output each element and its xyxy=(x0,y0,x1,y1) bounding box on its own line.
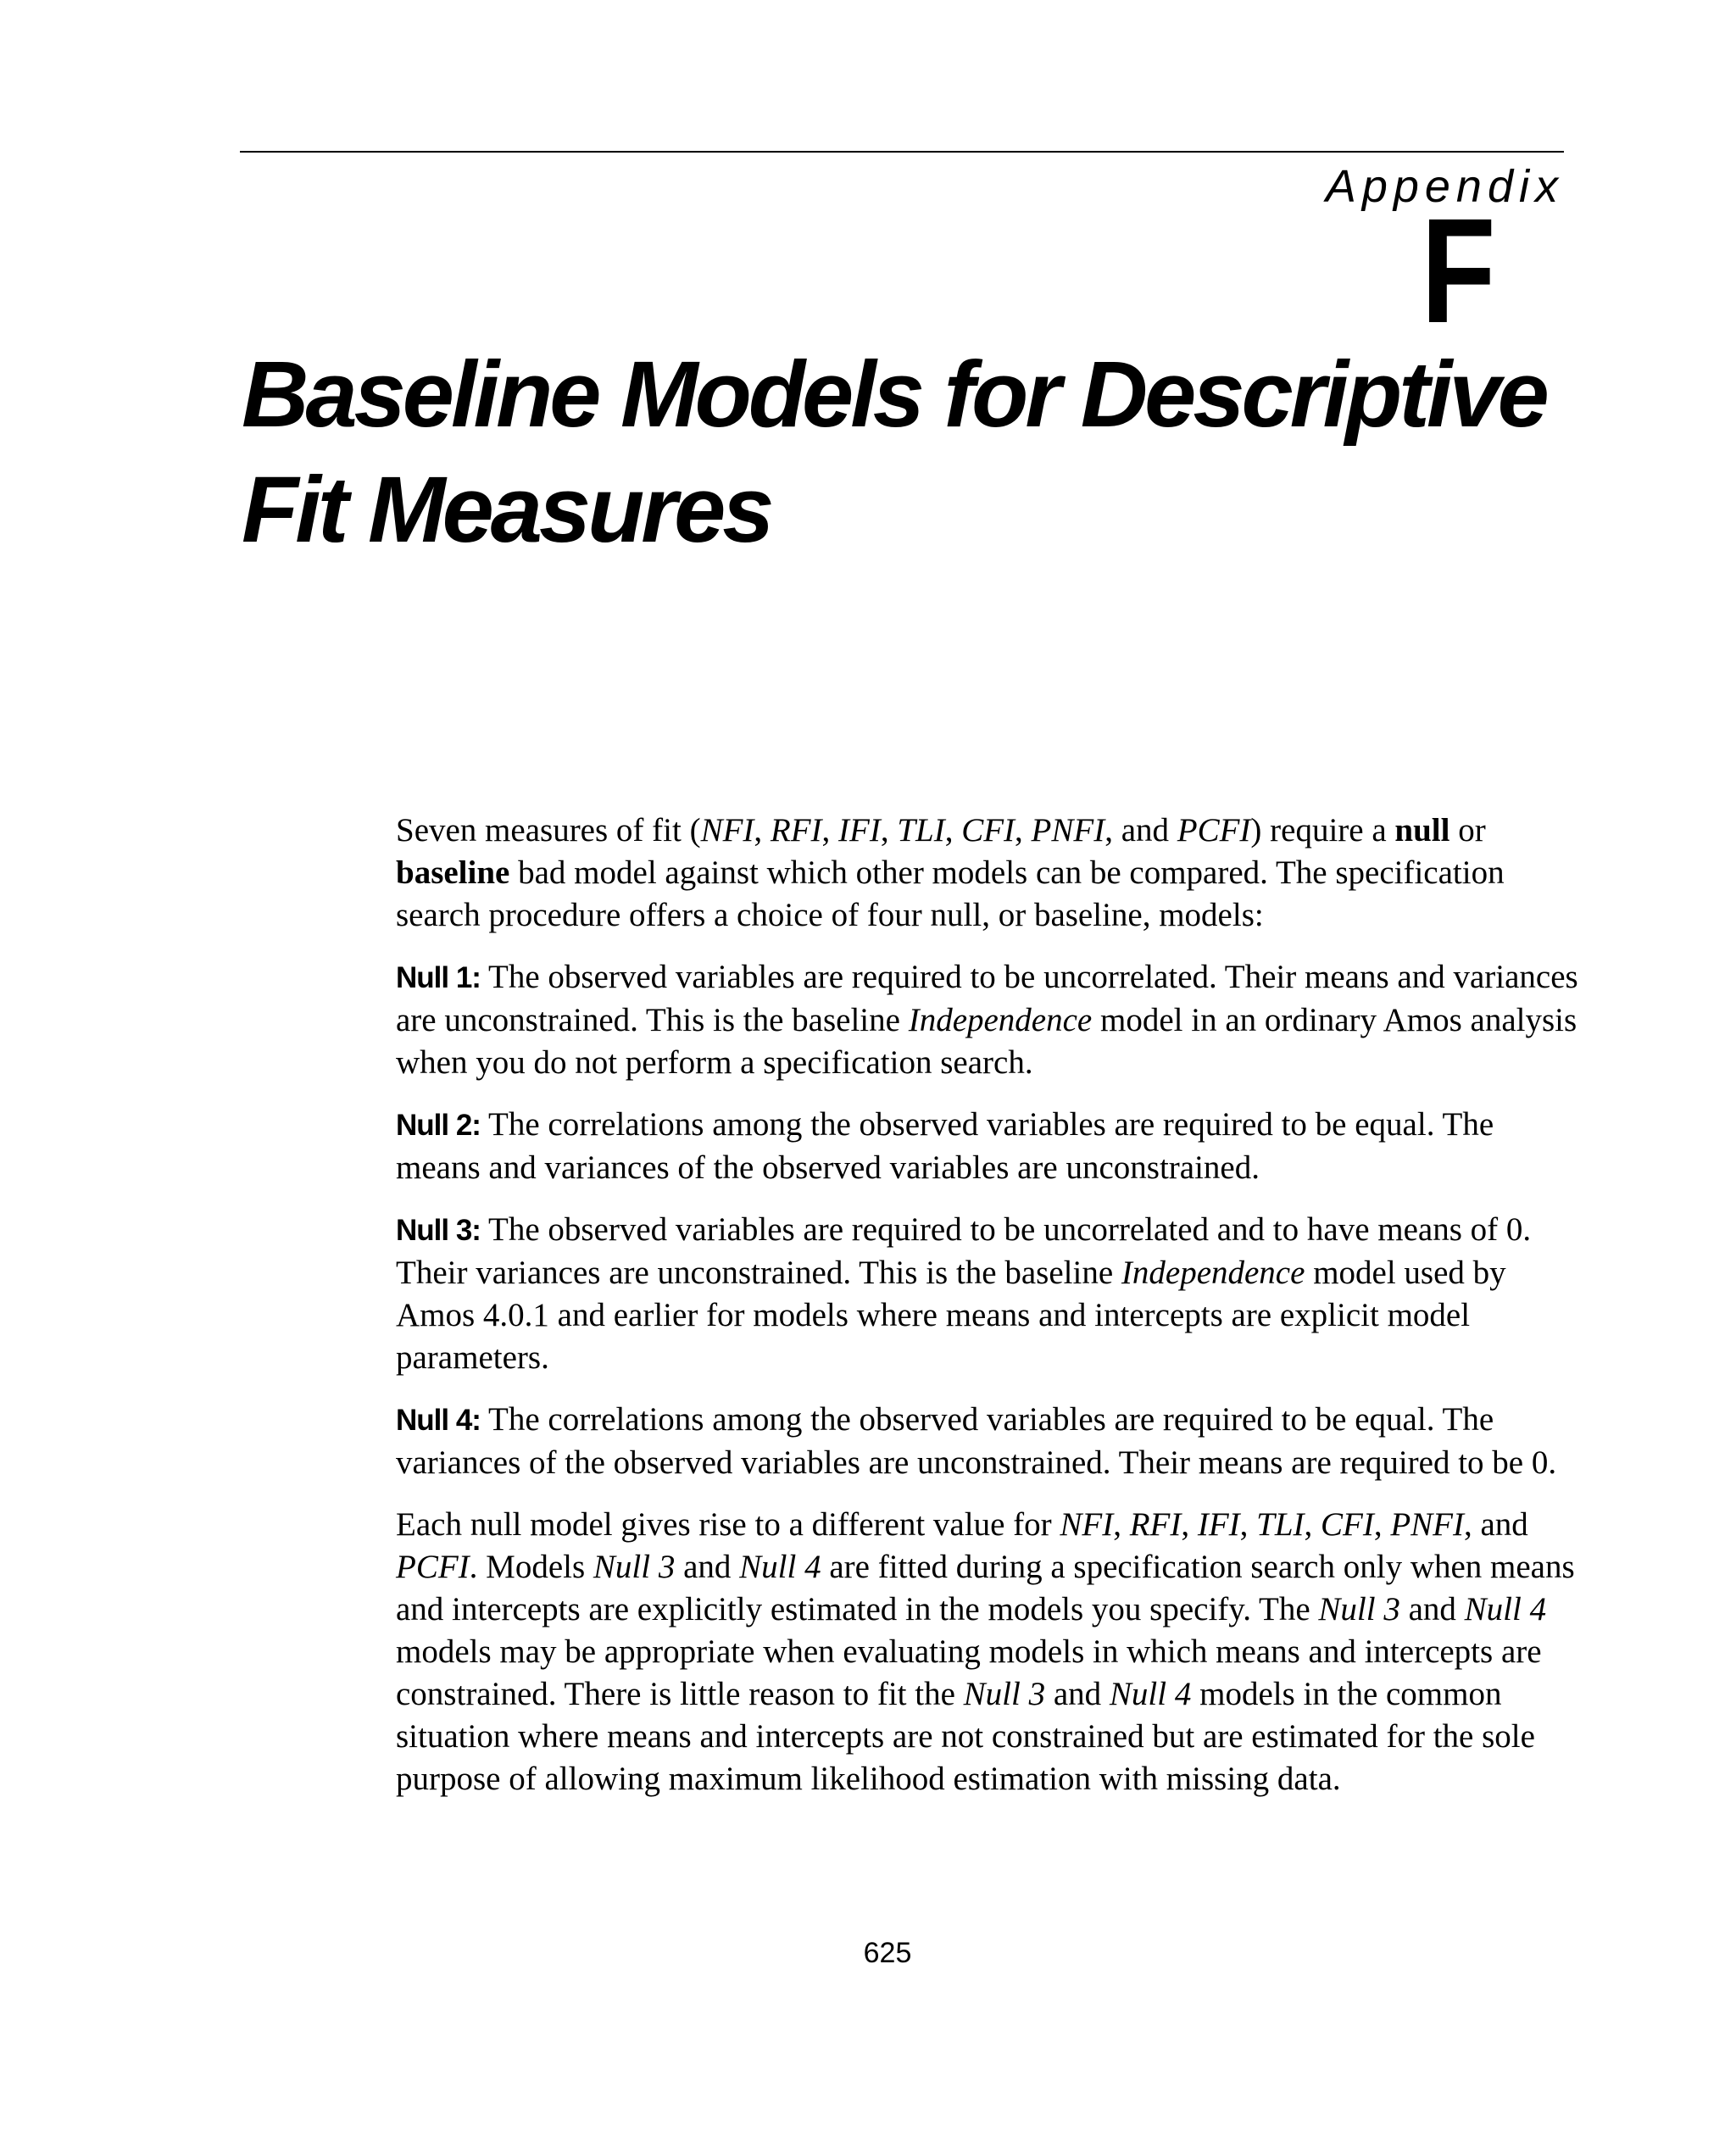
closing-paragraph xyxy=(396,1504,1578,1800)
null2-paragraph xyxy=(396,1104,1578,1189)
measure-term: TLI xyxy=(1256,1506,1305,1543)
text-run: and xyxy=(1399,1591,1465,1627)
measure-term: PNFI xyxy=(1031,812,1105,849)
text-run: , xyxy=(754,812,771,849)
page-number: 625 xyxy=(863,1937,912,1969)
model-term: Null 4 xyxy=(739,1549,821,1585)
run-in-label: Null 3: xyxy=(396,1214,481,1247)
appendix-letter: F xyxy=(1421,188,1496,354)
text-run: and xyxy=(1045,1676,1110,1712)
text-run: , xyxy=(1181,1506,1198,1543)
model-term: Independence xyxy=(908,1002,1093,1038)
measure-term: PNFI xyxy=(1390,1506,1464,1543)
measure-term: RFI xyxy=(1129,1506,1182,1543)
measure-term: TLI xyxy=(897,812,945,849)
text-run: are fitted during a specification search only when means and intercepts are explicitly estimated in the models you specify. The xyxy=(396,1549,1575,1627)
text-run: , xyxy=(880,812,898,849)
model-term: Null 4 xyxy=(1109,1676,1192,1712)
measure-term: CFI xyxy=(1321,1506,1374,1543)
text-run: , and xyxy=(1464,1506,1528,1543)
text-run: . Models xyxy=(469,1549,593,1585)
run-in-label: Null 4: xyxy=(396,1404,481,1437)
run-in-label: Null 1: xyxy=(396,961,481,994)
text-run: , xyxy=(1373,1506,1391,1543)
appendix-label: Appendix xyxy=(1325,161,1564,212)
text-run: model in an ordinary Amos analysis when you do not perform a specification search. xyxy=(396,1002,1577,1081)
text-run: and xyxy=(675,1549,740,1585)
text-run: ) require a xyxy=(1250,812,1395,849)
text-run: Each null model gives rise to a different value for xyxy=(396,1506,1060,1543)
measure-term: CFI xyxy=(961,812,1015,849)
model-term: Independence xyxy=(1121,1255,1305,1291)
text-run: The observed variables are required to be uncorrelated and to have means of 0. Their variances are unconstrained. This is the baseline xyxy=(396,1211,1532,1291)
header-rule xyxy=(240,151,1564,153)
text-run: , xyxy=(1304,1506,1321,1543)
model-term: Null 3 xyxy=(963,1676,1046,1712)
measure-term: PCFI xyxy=(1177,812,1251,849)
text-run: , xyxy=(944,812,962,849)
bold-term: null xyxy=(1394,812,1450,849)
run-in-label: Null 2: xyxy=(396,1109,481,1142)
null3-paragraph xyxy=(396,1209,1578,1379)
null4-paragraph xyxy=(396,1399,1578,1484)
model-term: Null 3 xyxy=(593,1549,676,1585)
text-run: or xyxy=(1449,812,1486,849)
measure-term: NFI xyxy=(1060,1506,1114,1543)
text-run: The correlations among the observed variables are required to be equal. The variances of the observed variables are unconstrained. Their means are required to be 0. xyxy=(396,1401,1557,1481)
body-text xyxy=(396,810,1578,1820)
measure-term: PCFI xyxy=(396,1549,470,1585)
text-run: , xyxy=(1113,1506,1130,1543)
null1-paragraph xyxy=(396,956,1578,1084)
text-run: The observed variables are required to be uncorrelated. Their means and variances are unconstrained. This is the baseline xyxy=(396,959,1578,1038)
text-run: bad model against which other models can be compared. The specification search procedure offers a choice of four null, or baseline, models: xyxy=(396,854,1505,933)
text-run: model used by Amos 4.0.1 and earlier for models where means and intercepts are explicit model parameters. xyxy=(396,1255,1506,1376)
measure-term: NFI xyxy=(700,812,754,849)
text-run: models may be appropriate when evaluating models in which means and intercepts are constrained. There is little reason to fit the xyxy=(396,1633,1542,1712)
intro-paragraph xyxy=(396,810,1578,937)
page-title: Baseline Models for Descriptive Fit Measures xyxy=(242,342,1546,562)
text-run: The correlations among the observed variables are required to be equal. The means and variances of the observed variables are unconstrained. xyxy=(396,1106,1494,1186)
text-run: , xyxy=(1239,1506,1257,1543)
measure-term: IFI xyxy=(1197,1506,1240,1543)
measure-term: RFI xyxy=(770,812,822,849)
text-run: models in the common situation where means and intercepts are not constrained but are estimated for the sole purpose of allowing maximum likelihood estimation with missing data. xyxy=(396,1676,1535,1797)
text-run: Seven measures of fit ( xyxy=(396,812,701,849)
text-run: , xyxy=(821,812,839,849)
measure-term: IFI xyxy=(838,812,881,849)
text-run: , xyxy=(1015,812,1032,849)
bold-term: baseline xyxy=(396,854,510,891)
model-term: Null 4 xyxy=(1464,1591,1547,1627)
model-term: Null 3 xyxy=(1318,1591,1400,1627)
text-run: , and xyxy=(1104,812,1177,849)
